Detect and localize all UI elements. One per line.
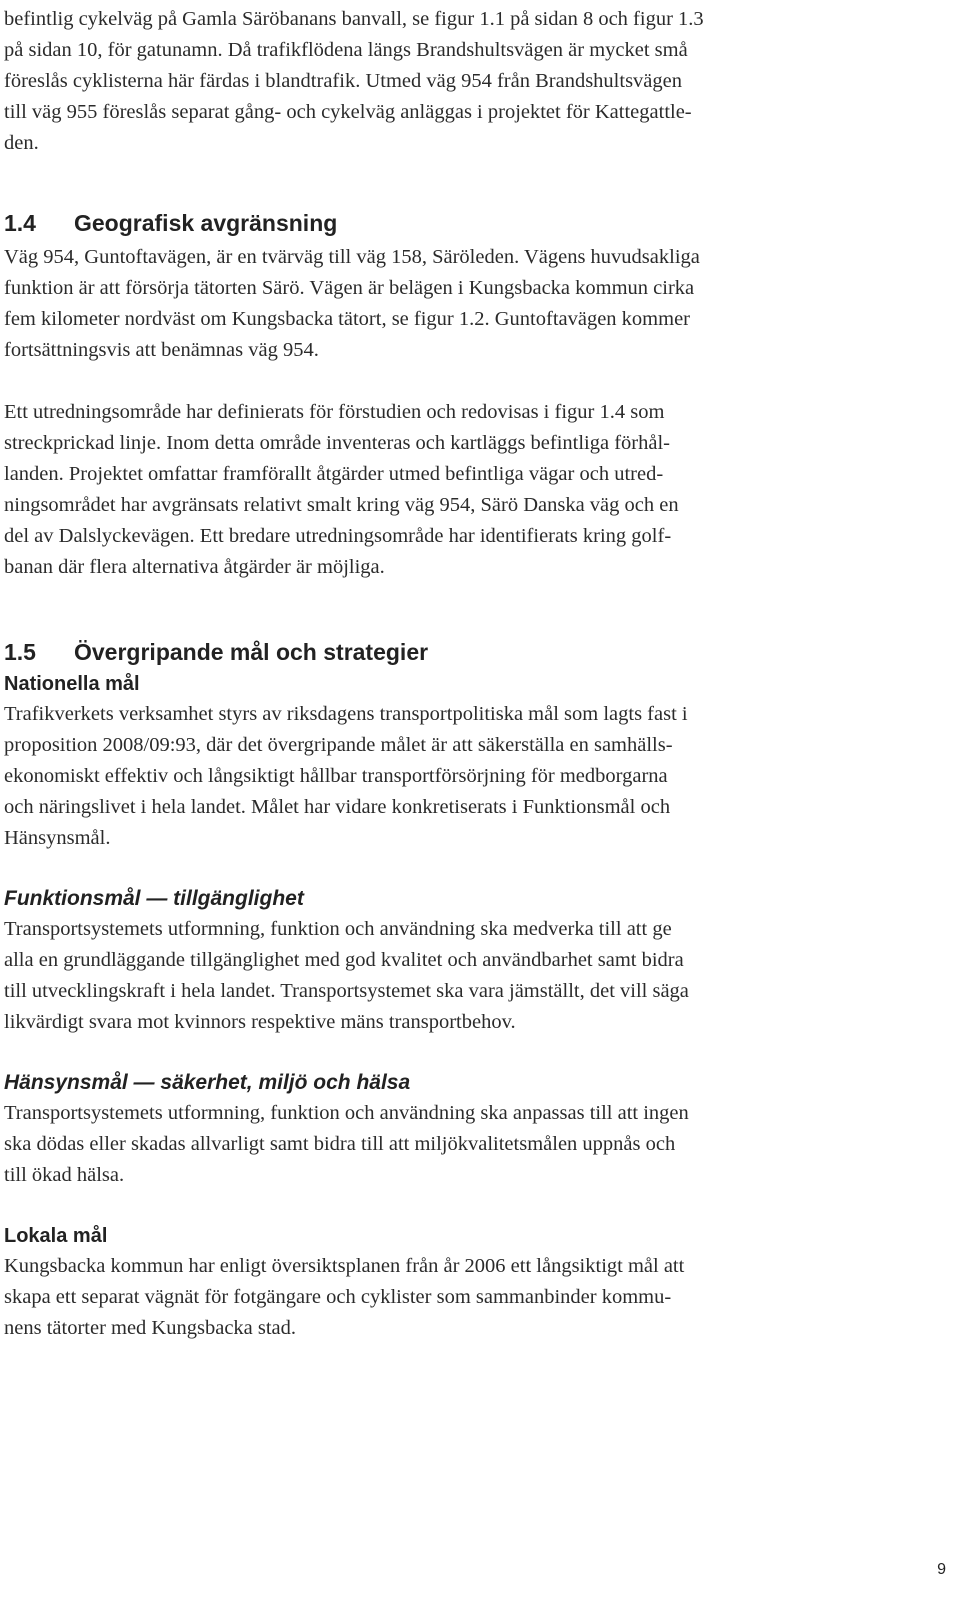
intro-paragraph [4, 4, 844, 159]
text-line: likvärdigt svara mot kvinnors respektive mäns transportbehov. [4, 1011, 516, 1033]
text-line: till utvecklingskraft i hela landet. Transportsystemet ska vara jämställt, det vill säga [4, 980, 689, 1002]
subheading-nationella-mal: Nationella mål [4, 673, 140, 695]
paragraph-geografisk-2 [4, 397, 844, 583]
text-line: Transportsystemets utformning, funktion och användning ska medverka till att ge [4, 918, 672, 940]
section-title: Övergripande mål och strategier [74, 639, 429, 665]
text-line: till väg 955 föreslås separat gång- och cykelväg anläggas i projektet för Kattegattle- [4, 101, 692, 123]
text-line: fortsättningsvis att benämnas väg 954. [4, 339, 319, 361]
section-title: Geografisk avgränsning [74, 210, 338, 236]
paragraph-lokala-mal [4, 1251, 844, 1344]
text-line: den. [4, 132, 39, 154]
text-line: nens tätorter med Kungsbacka stad. [4, 1317, 297, 1339]
text-line: streckprickad linje. Inom detta område inventeras och kartläggs befintliga förhål- [4, 432, 670, 454]
text-line: till ökad hälsa. [4, 1164, 125, 1186]
section-number: 1.5 [4, 639, 36, 665]
text-column [4, 4, 844, 1344]
text-line: Hänsynsmål. [4, 827, 111, 849]
text-line: banan där flera alternativa åtgärder är möjliga. [4, 556, 385, 578]
section-heading-1-5 [4, 635, 844, 669]
text-line: föreslås cyklisterna här färdas i blandtrafik. Utmed väg 954 från Brandshultsvägen [4, 70, 682, 92]
paragraph-hansynsmal [4, 1098, 844, 1191]
text-line: Kungsbacka kommun har enligt översiktsplanen från år 2006 ett långsiktigt mål att [4, 1255, 685, 1277]
text-line: och näringslivet i hela landet. Målet har vidare konkretiserats i Funktionsmål och [4, 796, 671, 818]
text-line: Ett utredningsområde har definierats för förstudien och redovisas i figur 1.4 som [4, 401, 665, 423]
text-line: landen. Projektet omfattar framförallt åtgärder utmed befintliga vägar och utred- [4, 463, 664, 485]
text-line: funktion är att försörja tätorten Särö. Vägen är belägen i Kungsbacka kommun cirka [4, 277, 695, 299]
text-line: del av Dalslyckevägen. Ett bredare utredningsområde har identifierats kring golf- [4, 525, 672, 547]
paragraph-nationella-mal [4, 699, 844, 854]
text-line: skapa ett separat vägnät för fotgängare och cyklister som sammanbinder kommu- [4, 1286, 672, 1308]
text-line: Transportsystemets utformning, funktion och användning ska anpassas till att ingen [4, 1102, 689, 1124]
text-line: ningsområdet har avgränsats relativt smalt kring väg 954, Särö Danska väg och en [4, 494, 679, 516]
subheading-hansynsmal: Hänsynsmål — säkerhet, miljö och hälsa [4, 1071, 411, 1094]
text-line: befintlig cykelväg på Gamla Säröbanans banvall, se figur 1.1 på sidan 8 och figur 1.3 [4, 8, 704, 30]
text-line: proposition 2008/09:93, där det övergripande målet är att säkerställa en samhälls- [4, 734, 673, 756]
section-number: 1.4 [4, 210, 36, 236]
text-line: Väg 954, Guntoftavägen, är en tvärväg till väg 158, Säröleden. Vägens huvudsakliga [4, 246, 700, 268]
text-line: ska dödas eller skadas allvarligt samt bidra till att miljökvalitetsmålen uppnås och [4, 1133, 676, 1155]
section-heading-1-4 [4, 206, 844, 240]
page-number: 9 [937, 1561, 946, 1578]
text-line: ekonomiskt effektiv och långsiktigt hållbar transportförsörjning för medborgarna [4, 765, 668, 787]
text-line: fem kilometer nordväst om Kungsbacka tätort, se figur 1.2. Guntoftavägen kommer [4, 308, 690, 330]
subheading-funktionsmal: Funktionsmål — tillgänglighet [4, 887, 304, 910]
text-line: alla en grundläggande tillgänglighet med god kvalitet och användbarhet samt bidra [4, 949, 684, 971]
paragraph-funktionsmal [4, 914, 844, 1038]
text-line: Trafikverkets verksamhet styrs av riksdagens transportpolitiska mål som lagts fast i [4, 703, 688, 725]
subheading-lokala-mal: Lokala mål [4, 1225, 108, 1247]
text-line: på sidan 10, för gatunamn. Då trafikflödena längs Brandshultsvägen är mycket små [4, 39, 688, 61]
paragraph-geografisk-1 [4, 242, 844, 366]
